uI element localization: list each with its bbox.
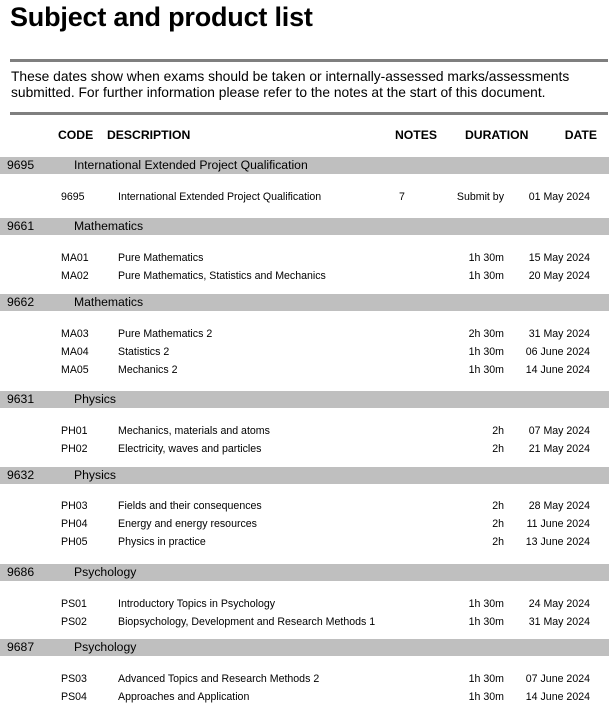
item-date: 01 May 2024 <box>528 191 590 203</box>
item-duration: 1h 30m <box>468 673 504 685</box>
item-duration: 2h <box>492 425 504 437</box>
table-row <box>0 534 609 552</box>
table-row <box>0 516 609 534</box>
subject-name: International Extended Project Qualification <box>74 158 308 172</box>
subject-name: Mathematics <box>74 295 144 309</box>
item-description: Electricity, waves and particles <box>118 443 262 455</box>
item-duration: 1h 30m <box>468 598 504 610</box>
subject-code: 9631 <box>7 392 35 406</box>
item-code: PH02 <box>61 443 88 455</box>
item-date: 31 May 2024 <box>528 616 590 628</box>
item-duration: 2h <box>492 500 504 512</box>
item-date: 07 May 2024 <box>528 425 590 437</box>
column-header-description: DESCRIPTION <box>107 128 191 142</box>
item-duration: 1h 30m <box>468 270 504 282</box>
table-row <box>0 498 609 516</box>
table-row <box>0 344 609 362</box>
subject-header <box>0 218 609 235</box>
table-row <box>0 596 609 614</box>
table-row <box>0 689 609 707</box>
item-code: PH05 <box>61 536 88 548</box>
item-date: 14 June 2024 <box>525 691 590 703</box>
item-date: 14 June 2024 <box>525 364 590 376</box>
item-code: MA02 <box>61 270 89 282</box>
item-code: MA05 <box>61 364 89 376</box>
item-description: Biopsychology, Development and Research Methods 1 <box>118 616 376 628</box>
subject-name: Physics <box>74 468 116 482</box>
item-description: Fields and their consequences <box>118 500 262 512</box>
item-duration: 2h <box>492 518 504 530</box>
item-description: Pure Mathematics <box>118 252 204 264</box>
item-description: Advanced Topics and Research Methods 2 <box>118 673 320 685</box>
item-date: 11 June 2024 <box>526 518 590 530</box>
item-date: 15 May 2024 <box>528 252 590 264</box>
item-date: 06 June 2024 <box>525 346 590 358</box>
subject-header <box>0 639 609 656</box>
item-description: Introductory Topics in Psychology <box>118 598 276 610</box>
table-row <box>0 189 609 207</box>
item-code: PH03 <box>61 500 88 512</box>
subject-header <box>0 467 609 484</box>
item-description: Pure Mathematics, Statistics and Mechanics <box>118 270 326 282</box>
item-code: PS03 <box>61 673 87 685</box>
table-row <box>0 250 609 268</box>
item-code: PS04 <box>61 691 87 703</box>
column-header-notes: NOTES <box>395 128 437 142</box>
intro-divider <box>10 112 608 115</box>
item-description: Energy and energy resources <box>118 518 257 530</box>
item-description: Physics in practice <box>118 536 206 548</box>
subject-header <box>0 391 609 408</box>
item-code: 9695 <box>61 191 85 203</box>
item-date: 24 May 2024 <box>528 598 590 610</box>
item-code: PH01 <box>61 425 88 437</box>
item-duration: 2h 30m <box>468 328 504 340</box>
item-duration: 1h 30m <box>468 364 504 376</box>
item-duration: 1h 30m <box>468 346 504 358</box>
item-code: PS01 <box>61 598 87 610</box>
subject-code: 9661 <box>7 219 35 233</box>
item-code: PS02 <box>61 616 87 628</box>
item-date: 07 June 2024 <box>525 673 590 685</box>
table-row <box>0 441 609 459</box>
item-description: International Extended Project Qualification <box>118 191 322 203</box>
subject-header <box>0 294 609 311</box>
subject-code: 9662 <box>7 295 35 309</box>
table-row <box>0 614 609 632</box>
subject-name: Psychology <box>74 640 137 654</box>
item-description: Approaches and Application <box>118 691 250 703</box>
column-header-duration: DURATION <box>465 128 529 142</box>
item-date: 28 May 2024 <box>528 500 590 512</box>
intro-text: These dates show when exams should be taken or internally-assessed marks/assessments submitted. For further information please refer to the notes at the start of this document. <box>11 69 570 100</box>
item-notes: 7 <box>399 191 405 203</box>
subject-code: 9632 <box>7 468 35 482</box>
item-date: 13 June 2024 <box>525 536 590 548</box>
item-duration: 1h 30m <box>468 691 504 703</box>
subject-name: Mathematics <box>74 219 144 233</box>
item-description: Pure Mathematics 2 <box>118 328 213 340</box>
table-row <box>0 423 609 441</box>
item-code: MA04 <box>61 346 89 358</box>
table-row <box>0 671 609 689</box>
item-date: 20 May 2024 <box>528 270 590 282</box>
subject-code: 9695 <box>7 158 35 172</box>
item-duration: 1h 30m <box>468 616 504 628</box>
subject-header <box>0 564 609 581</box>
subject-name: Physics <box>74 392 116 406</box>
item-date: 31 May 2024 <box>528 328 590 340</box>
table-row <box>0 362 609 380</box>
item-duration: 2h <box>492 443 504 455</box>
item-description: Mechanics, materials and atoms <box>118 425 270 437</box>
item-duration: 1h 30m <box>468 252 504 264</box>
item-code: MA01 <box>61 252 89 264</box>
page-title: Subject and product list <box>10 2 313 32</box>
subject-code: 9686 <box>7 565 35 579</box>
item-date: 21 May 2024 <box>528 443 590 455</box>
table-row <box>0 268 609 286</box>
subject-header <box>0 157 609 174</box>
item-description: Mechanics 2 <box>118 364 178 376</box>
subject-name: Psychology <box>74 565 137 579</box>
title-divider <box>10 59 608 62</box>
item-code: PH04 <box>61 518 88 530</box>
subject-code: 9687 <box>7 640 35 654</box>
item-duration: 2h <box>492 536 504 548</box>
item-code: MA03 <box>61 328 89 340</box>
item-description: Statistics 2 <box>118 346 170 358</box>
column-header-date: DATE <box>564 128 597 142</box>
item-duration: Submit by <box>456 191 504 203</box>
column-header-code: CODE <box>58 128 94 142</box>
table-row <box>0 326 609 344</box>
